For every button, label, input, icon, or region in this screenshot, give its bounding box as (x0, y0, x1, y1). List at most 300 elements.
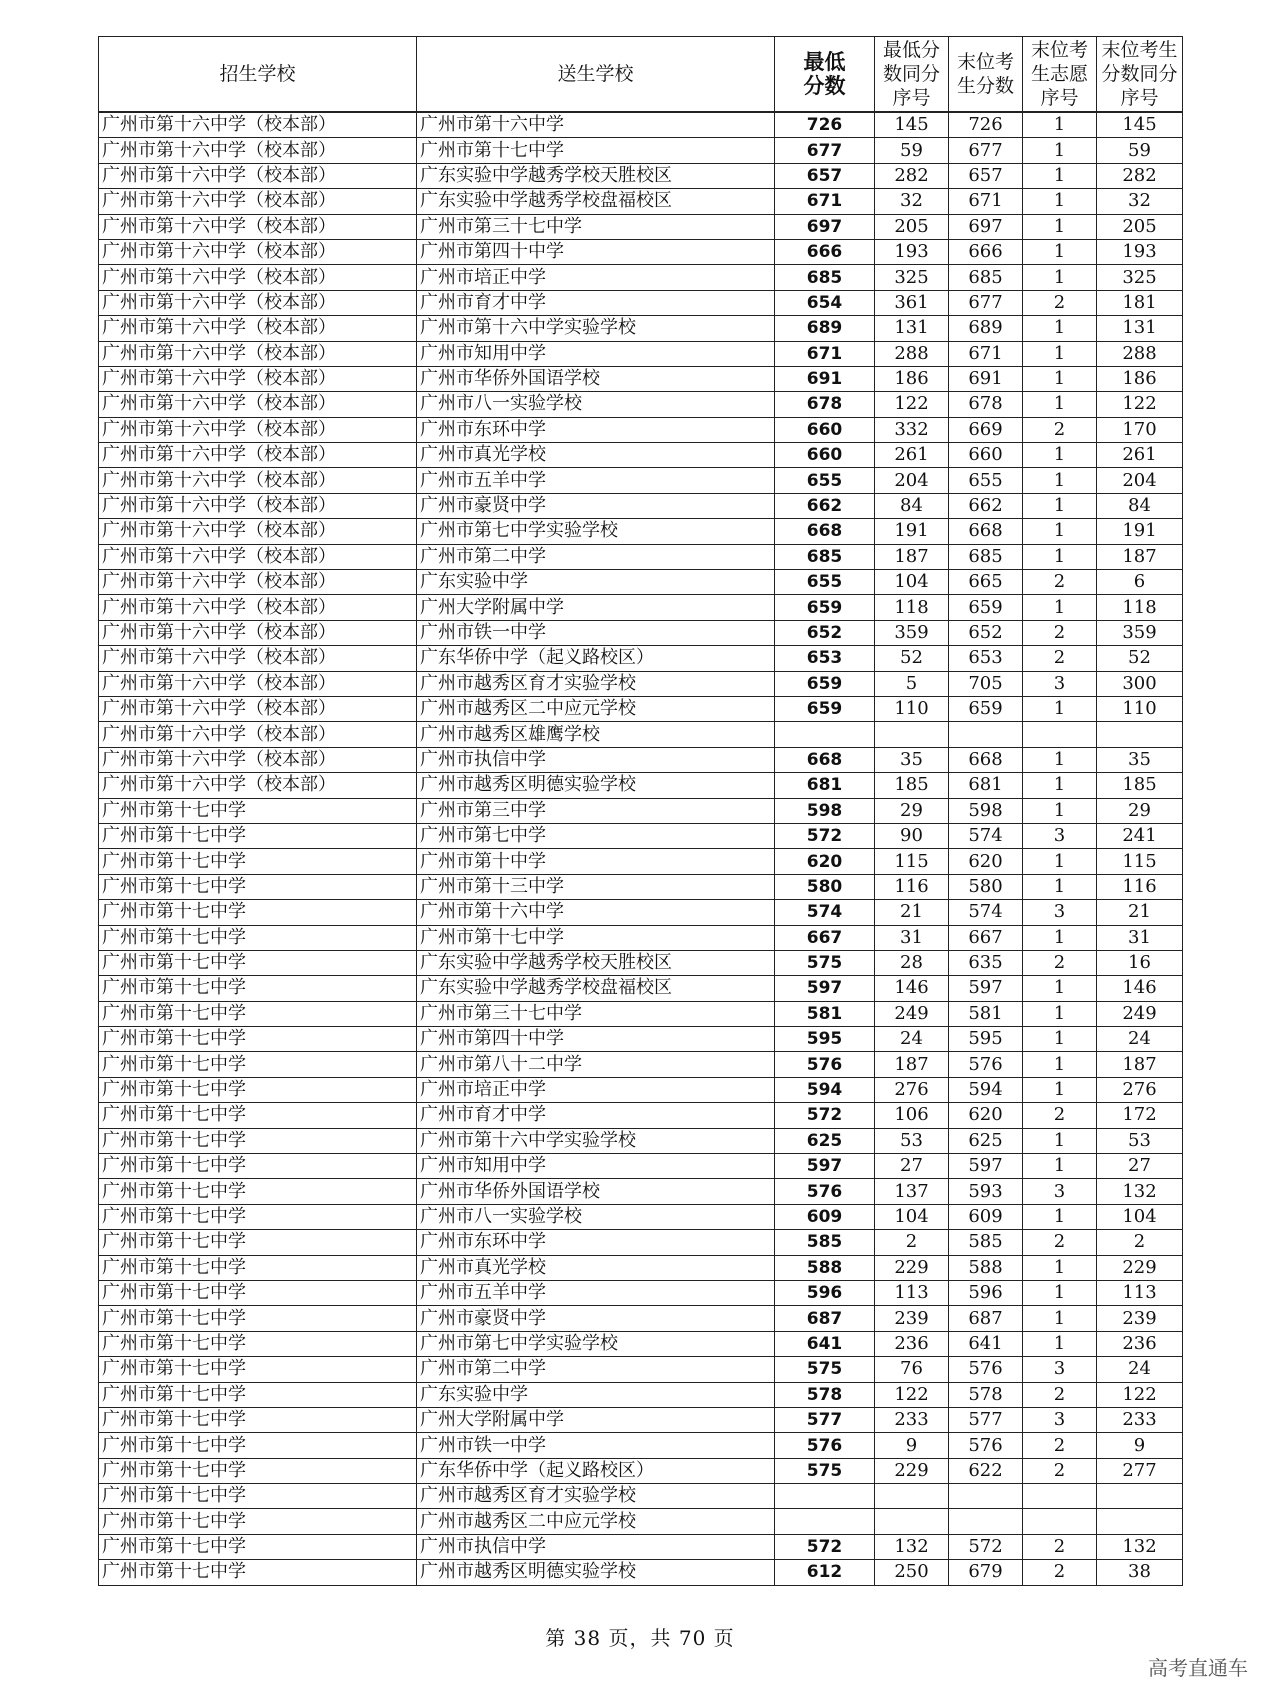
cell-last-same-seq: 116 (1097, 874, 1183, 899)
cell-last-same-seq: 288 (1097, 341, 1183, 366)
table-row (99, 1052, 1183, 1077)
cell-recruit-school: 广州市第十七中学 (99, 1179, 417, 1204)
cell-last-score: 685 (949, 265, 1023, 290)
cell-min-score: 659 (775, 696, 875, 721)
cell-last-score: 671 (949, 341, 1023, 366)
cell-last-pref-seq: 2 (1023, 646, 1097, 671)
cell-min-same-seq: 24 (875, 1027, 949, 1052)
cell-min-score: 689 (775, 316, 875, 341)
cell-min-score: 655 (775, 570, 875, 595)
cell-last-score: 689 (949, 316, 1023, 341)
cell-last-pref-seq: 3 (1023, 671, 1097, 696)
cell-last-score: 679 (949, 1560, 1023, 1585)
cell-last-same-seq: 24 (1097, 1357, 1183, 1382)
cell-min-score: 671 (775, 189, 875, 214)
cell-recruit-school: 广州市第十七中学 (99, 1052, 417, 1077)
table-row (99, 112, 1183, 138)
cell-send-school: 广州市第四十中学 (417, 239, 775, 264)
cell-last-same-seq (1097, 1509, 1183, 1534)
table-row (99, 1230, 1183, 1255)
cell-send-school: 广州市豪贤中学 (417, 493, 775, 518)
cell-min-same-seq: 229 (875, 1458, 949, 1483)
cell-last-same-seq: 236 (1097, 1331, 1183, 1356)
cell-min-score: 588 (775, 1255, 875, 1280)
cell-recruit-school: 广州市第十七中学 (99, 1509, 417, 1534)
cell-min-same-seq: 359 (875, 620, 949, 645)
cell-min-score: 659 (775, 671, 875, 696)
cell-recruit-school: 广州市第十六中学（校本部） (99, 316, 417, 341)
cell-last-score: 620 (949, 849, 1023, 874)
table-body (99, 112, 1183, 1585)
cell-min-same-seq: 5 (875, 671, 949, 696)
table-row (99, 1179, 1183, 1204)
cell-min-same-seq: 90 (875, 823, 949, 848)
cell-send-school: 广东华侨中学（起义路校区） (417, 646, 775, 671)
table-row (99, 1027, 1183, 1052)
cell-min-same-seq: 106 (875, 1103, 949, 1128)
cell-last-same-seq: 132 (1097, 1179, 1183, 1204)
cell-last-same-seq: 131 (1097, 316, 1183, 341)
cell-last-pref-seq: 1 (1023, 798, 1097, 823)
cell-send-school: 广州市第七中学实验学校 (417, 1331, 775, 1356)
cell-last-score: 641 (949, 1331, 1023, 1356)
cell-recruit-school: 广州市第十六中学（校本部） (99, 214, 417, 239)
cell-min-same-seq: 113 (875, 1280, 949, 1305)
admission-table-container (98, 36, 1182, 1586)
cell-send-school: 广州市八一实验学校 (417, 392, 775, 417)
cell-last-pref-seq: 1 (1023, 874, 1097, 899)
cell-last-same-seq: 118 (1097, 595, 1183, 620)
cell-min-score: 572 (775, 1534, 875, 1559)
cell-recruit-school: 广州市第十六中学（校本部） (99, 341, 417, 366)
cell-min-same-seq: 110 (875, 696, 949, 721)
cell-min-score: 662 (775, 493, 875, 518)
cell-min-same-seq: 28 (875, 950, 949, 975)
cell-last-same-seq: 186 (1097, 366, 1183, 391)
cell-last-score: 660 (949, 443, 1023, 468)
cell-min-same-seq: 2 (875, 1230, 949, 1255)
cell-min-same-seq: 361 (875, 290, 949, 315)
cell-min-same-seq: 204 (875, 468, 949, 493)
cell-last-same-seq: 132 (1097, 1534, 1183, 1559)
cell-min-same-seq: 104 (875, 570, 949, 595)
cell-recruit-school: 广州市第十七中学 (99, 1027, 417, 1052)
cell-last-pref-seq: 1 (1023, 341, 1097, 366)
table-row (99, 620, 1183, 645)
cell-last-pref-seq: 1 (1023, 214, 1097, 239)
table-row (99, 1407, 1183, 1432)
cell-min-score: 657 (775, 163, 875, 188)
cell-last-pref-seq: 1 (1023, 1128, 1097, 1153)
table-row (99, 747, 1183, 772)
cell-last-pref-seq: 1 (1023, 976, 1097, 1001)
table-row (99, 1458, 1183, 1483)
table-row (99, 1128, 1183, 1153)
cell-min-score: 575 (775, 1357, 875, 1382)
cell-send-school: 广州市第二中学 (417, 544, 775, 569)
cell-recruit-school: 广州市第十七中学 (99, 1230, 417, 1255)
cell-last-score: 598 (949, 798, 1023, 823)
cell-min-score: 685 (775, 265, 875, 290)
cell-send-school: 广州市五羊中学 (417, 468, 775, 493)
cell-min-score: 581 (775, 1001, 875, 1026)
cell-recruit-school: 广州市第十七中学 (99, 823, 417, 848)
cell-last-pref-seq: 1 (1023, 366, 1097, 391)
cell-send-school: 广州市第三中学 (417, 798, 775, 823)
cell-last-same-seq: 145 (1097, 112, 1183, 138)
cell-recruit-school: 广州市第十七中学 (99, 1001, 417, 1026)
table-row (99, 722, 1183, 747)
cell-last-pref-seq: 1 (1023, 265, 1097, 290)
cell-last-pref-seq: 2 (1023, 290, 1097, 315)
table-row (99, 239, 1183, 264)
cell-last-score: 577 (949, 1407, 1023, 1432)
cell-last-same-seq: 241 (1097, 823, 1183, 848)
cell-min-same-seq: 137 (875, 1179, 949, 1204)
cell-min-same-seq: 236 (875, 1331, 949, 1356)
cell-last-same-seq: 204 (1097, 468, 1183, 493)
cell-send-school: 广州市培正中学 (417, 1077, 775, 1102)
cell-last-pref-seq: 1 (1023, 239, 1097, 264)
cell-last-pref-seq: 1 (1023, 1077, 1097, 1102)
table-row (99, 1484, 1183, 1509)
cell-recruit-school: 广州市第十六中学（校本部） (99, 620, 417, 645)
cell-min-score: 685 (775, 544, 875, 569)
cell-last-same-seq: 53 (1097, 1128, 1183, 1153)
table-row (99, 189, 1183, 214)
header-min-score: 最低 分数 (775, 37, 875, 113)
cell-recruit-school: 广州市第十七中学 (99, 874, 417, 899)
cell-last-same-seq: 146 (1097, 976, 1183, 1001)
cell-last-score: 668 (949, 747, 1023, 772)
cell-send-school: 广州市真光学校 (417, 1255, 775, 1280)
cell-send-school: 广州市越秀区育才实验学校 (417, 1484, 775, 1509)
cell-last-pref-seq: 1 (1023, 138, 1097, 163)
cell-last-same-seq: 104 (1097, 1204, 1183, 1229)
cell-last-score: 726 (949, 112, 1023, 138)
cell-last-same-seq: 35 (1097, 747, 1183, 772)
cell-last-pref-seq (1023, 1509, 1097, 1534)
cell-min-score: 677 (775, 138, 875, 163)
cell-min-same-seq: 325 (875, 265, 949, 290)
cell-last-same-seq: 282 (1097, 163, 1183, 188)
cell-last-pref-seq: 2 (1023, 1458, 1097, 1483)
cell-last-same-seq: 24 (1097, 1027, 1183, 1052)
cell-recruit-school: 广州市第十七中学 (99, 1534, 417, 1559)
cell-last-same-seq: 9 (1097, 1433, 1183, 1458)
cell-last-pref-seq: 1 (1023, 468, 1097, 493)
cell-last-same-seq: 6 (1097, 570, 1183, 595)
cell-recruit-school: 广州市第十六中学（校本部） (99, 417, 417, 442)
cell-last-score (949, 1484, 1023, 1509)
cell-last-pref-seq: 1 (1023, 1154, 1097, 1179)
cell-last-same-seq: 29 (1097, 798, 1183, 823)
cell-last-score: 622 (949, 1458, 1023, 1483)
cell-last-pref-seq: 1 (1023, 1001, 1097, 1026)
cell-last-same-seq: 31 (1097, 925, 1183, 950)
cell-last-score: 662 (949, 493, 1023, 518)
cell-last-score: 677 (949, 138, 1023, 163)
cell-last-score: 588 (949, 1255, 1023, 1280)
cell-last-same-seq: 38 (1097, 1560, 1183, 1585)
cell-min-same-seq: 122 (875, 1382, 949, 1407)
table-row (99, 443, 1183, 468)
table-row (99, 1306, 1183, 1331)
cell-last-score: 657 (949, 163, 1023, 188)
cell-last-pref-seq: 1 (1023, 392, 1097, 417)
cell-min-score: 620 (775, 849, 875, 874)
cell-min-same-seq: 116 (875, 874, 949, 899)
table-row (99, 925, 1183, 950)
cell-last-score: 597 (949, 976, 1023, 1001)
cell-min-same-seq: 233 (875, 1407, 949, 1432)
cell-last-score: 681 (949, 773, 1023, 798)
cell-last-same-seq: 122 (1097, 392, 1183, 417)
cell-last-pref-seq: 2 (1023, 417, 1097, 442)
cell-last-pref-seq: 1 (1023, 595, 1097, 620)
table-row (99, 1509, 1183, 1534)
cell-min-same-seq: 261 (875, 443, 949, 468)
cell-min-same-seq: 52 (875, 646, 949, 671)
cell-recruit-school: 广州市第十七中学 (99, 1357, 417, 1382)
table-row (99, 316, 1183, 341)
header-last-score: 末位考 生分数 (949, 37, 1023, 113)
table-row (99, 366, 1183, 391)
cell-recruit-school: 广州市第十六中学（校本部） (99, 544, 417, 569)
cell-recruit-school: 广州市第十六中学（校本部） (99, 696, 417, 721)
cell-send-school: 广州市越秀区育才实验学校 (417, 671, 775, 696)
cell-last-score: 572 (949, 1534, 1023, 1559)
cell-last-same-seq: 276 (1097, 1077, 1183, 1102)
table-row (99, 1560, 1183, 1585)
cell-last-pref-seq: 2 (1023, 1433, 1097, 1458)
admission-table (98, 36, 1183, 1586)
cell-last-score: 574 (949, 900, 1023, 925)
cell-min-score: 641 (775, 1331, 875, 1356)
cell-send-school: 广州市第七中学 (417, 823, 775, 848)
header-last-same-seq: 末位考生 分数同分 序号 (1097, 37, 1183, 113)
cell-recruit-school: 广州市第十七中学 (99, 1103, 417, 1128)
cell-last-pref-seq: 1 (1023, 112, 1097, 138)
cell-send-school: 广州市东环中学 (417, 1230, 775, 1255)
cell-last-same-seq (1097, 722, 1183, 747)
cell-min-score: 576 (775, 1052, 875, 1077)
cell-send-school: 广州市知用中学 (417, 341, 775, 366)
cell-last-score: 687 (949, 1306, 1023, 1331)
cell-send-school: 广州市真光学校 (417, 443, 775, 468)
cell-min-same-seq: 239 (875, 1306, 949, 1331)
cell-last-same-seq: 84 (1097, 493, 1183, 518)
cell-last-score: 668 (949, 519, 1023, 544)
cell-last-score: 671 (949, 189, 1023, 214)
cell-recruit-school: 广州市第十七中学 (99, 1128, 417, 1153)
cell-recruit-school: 广州市第十七中学 (99, 976, 417, 1001)
cell-last-score: 576 (949, 1433, 1023, 1458)
cell-min-score: 577 (775, 1407, 875, 1432)
table-row (99, 1001, 1183, 1026)
cell-min-score: 575 (775, 950, 875, 975)
cell-min-same-seq: 115 (875, 849, 949, 874)
cell-min-score (775, 722, 875, 747)
cell-send-school: 广东实验中学越秀学校盘福校区 (417, 189, 775, 214)
cell-send-school: 广州市第七中学实验学校 (417, 519, 775, 544)
cell-send-school: 广州市铁一中学 (417, 620, 775, 645)
cell-min-score: 697 (775, 214, 875, 239)
cell-last-pref-seq: 2 (1023, 1230, 1097, 1255)
cell-send-school: 广州市东环中学 (417, 417, 775, 442)
table-row (99, 214, 1183, 239)
cell-recruit-school: 广州市第十七中学 (99, 1255, 417, 1280)
cell-last-same-seq: 32 (1097, 189, 1183, 214)
cell-last-score: 677 (949, 290, 1023, 315)
cell-min-score: 678 (775, 392, 875, 417)
cell-recruit-school: 广州市第十七中学 (99, 1433, 417, 1458)
cell-last-pref-seq: 1 (1023, 544, 1097, 569)
table-row (99, 570, 1183, 595)
cell-recruit-school: 广州市第十七中学 (99, 1204, 417, 1229)
watermark-text: 高考直通车 (1148, 1656, 1248, 1680)
cell-min-score: 653 (775, 646, 875, 671)
cell-last-same-seq: 249 (1097, 1001, 1183, 1026)
cell-last-pref-seq: 1 (1023, 925, 1097, 950)
table-row (99, 163, 1183, 188)
page-footer: 第 38 页，共 70 页 (545, 1626, 735, 1650)
cell-min-same-seq: 84 (875, 493, 949, 518)
cell-last-pref-seq: 1 (1023, 519, 1097, 544)
cell-recruit-school: 广州市第十七中学 (99, 900, 417, 925)
cell-last-same-seq: 277 (1097, 1458, 1183, 1483)
table-row (99, 900, 1183, 925)
cell-last-pref-seq: 1 (1023, 747, 1097, 772)
cell-min-same-seq: 193 (875, 239, 949, 264)
cell-last-pref-seq: 3 (1023, 1407, 1097, 1432)
cell-send-school: 广州市越秀区明德实验学校 (417, 1560, 775, 1585)
cell-min-same-seq: 104 (875, 1204, 949, 1229)
cell-send-school: 广州市育才中学 (417, 1103, 775, 1128)
cell-min-same-seq: 27 (875, 1154, 949, 1179)
table-row (99, 1382, 1183, 1407)
cell-min-same-seq: 288 (875, 341, 949, 366)
table-row (99, 1255, 1183, 1280)
table-row (99, 671, 1183, 696)
cell-min-score: 598 (775, 798, 875, 823)
cell-last-same-seq: 52 (1097, 646, 1183, 671)
cell-last-pref-seq: 1 (1023, 1331, 1097, 1356)
cell-send-school: 广州市第十六中学实验学校 (417, 316, 775, 341)
cell-last-score (949, 722, 1023, 747)
table-row (99, 1433, 1183, 1458)
cell-send-school: 广州市铁一中学 (417, 1433, 775, 1458)
cell-send-school: 广州市执信中学 (417, 747, 775, 772)
cell-send-school: 广东华侨中学（起义路校区） (417, 1458, 775, 1483)
cell-min-same-seq: 250 (875, 1560, 949, 1585)
table-row (99, 696, 1183, 721)
cell-last-score: 685 (949, 544, 1023, 569)
cell-last-score: 578 (949, 1382, 1023, 1407)
cell-min-score: 585 (775, 1230, 875, 1255)
cell-last-score: 576 (949, 1052, 1023, 1077)
header-recruit-school: 招生学校 (99, 37, 417, 113)
table-row (99, 1331, 1183, 1356)
cell-send-school: 广州市第八十二中学 (417, 1052, 775, 1077)
cell-last-same-seq: 229 (1097, 1255, 1183, 1280)
cell-recruit-school: 广州市第十六中学（校本部） (99, 773, 417, 798)
cell-recruit-school: 广州市第十六中学（校本部） (99, 392, 417, 417)
cell-min-same-seq (875, 1484, 949, 1509)
cell-last-pref-seq: 1 (1023, 1027, 1097, 1052)
cell-recruit-school: 广州市第十六中学（校本部） (99, 493, 417, 518)
cell-min-same-seq (875, 1509, 949, 1534)
cell-last-same-seq: 193 (1097, 239, 1183, 264)
cell-send-school: 广州市第四十中学 (417, 1027, 775, 1052)
cell-last-score: 609 (949, 1204, 1023, 1229)
cell-last-same-seq: 59 (1097, 138, 1183, 163)
cell-last-pref-seq: 1 (1023, 493, 1097, 518)
cell-min-same-seq: 122 (875, 392, 949, 417)
cell-last-score: 659 (949, 595, 1023, 620)
cell-min-score: 654 (775, 290, 875, 315)
cell-recruit-school: 广州市第十七中学 (99, 1280, 417, 1305)
table-row (99, 341, 1183, 366)
cell-last-score: 593 (949, 1179, 1023, 1204)
cell-last-pref-seq: 1 (1023, 849, 1097, 874)
cell-recruit-school: 广州市第十七中学 (99, 1154, 417, 1179)
cell-min-same-seq: 276 (875, 1077, 949, 1102)
cell-min-score: 576 (775, 1433, 875, 1458)
table-row (99, 493, 1183, 518)
cell-min-same-seq: 205 (875, 214, 949, 239)
cell-last-pref-seq: 1 (1023, 1204, 1097, 1229)
cell-min-score: 652 (775, 620, 875, 645)
cell-last-pref-seq: 1 (1023, 316, 1097, 341)
cell-send-school: 广州市第二中学 (417, 1357, 775, 1382)
cell-min-same-seq: 187 (875, 1052, 949, 1077)
cell-min-same-seq (875, 722, 949, 747)
cell-recruit-school: 广州市第十六中学（校本部） (99, 722, 417, 747)
cell-min-score: 666 (775, 239, 875, 264)
cell-min-score: 612 (775, 1560, 875, 1585)
cell-send-school: 广州市越秀区二中应元学校 (417, 1509, 775, 1534)
cell-last-score: 594 (949, 1077, 1023, 1102)
table-row (99, 138, 1183, 163)
cell-recruit-school: 广州市第十六中学（校本部） (99, 366, 417, 391)
cell-min-score: 691 (775, 366, 875, 391)
cell-send-school: 广东实验中学越秀学校天胜校区 (417, 950, 775, 975)
cell-min-score: 597 (775, 976, 875, 1001)
table-row (99, 417, 1183, 442)
cell-min-score: 596 (775, 1280, 875, 1305)
cell-min-same-seq: 53 (875, 1128, 949, 1153)
cell-min-score: 597 (775, 1154, 875, 1179)
cell-last-same-seq: 113 (1097, 1280, 1183, 1305)
cell-min-same-seq: 76 (875, 1357, 949, 1382)
table-row (99, 1280, 1183, 1305)
cell-send-school: 广州市越秀区明德实验学校 (417, 773, 775, 798)
cell-last-pref-seq: 2 (1023, 1534, 1097, 1559)
cell-last-same-seq: 16 (1097, 950, 1183, 975)
cell-last-score: 620 (949, 1103, 1023, 1128)
cell-min-score: 575 (775, 1458, 875, 1483)
cell-last-same-seq: 191 (1097, 519, 1183, 544)
cell-send-school: 广州市越秀区二中应元学校 (417, 696, 775, 721)
cell-send-school: 广州市知用中学 (417, 1154, 775, 1179)
cell-recruit-school: 广州市第十七中学 (99, 1077, 417, 1102)
cell-send-school: 广东实验中学 (417, 570, 775, 595)
cell-last-pref-seq: 1 (1023, 1052, 1097, 1077)
cell-last-pref-seq (1023, 1484, 1097, 1509)
cell-send-school: 广州市第十六中学实验学校 (417, 1128, 775, 1153)
cell-last-same-seq: 359 (1097, 620, 1183, 645)
